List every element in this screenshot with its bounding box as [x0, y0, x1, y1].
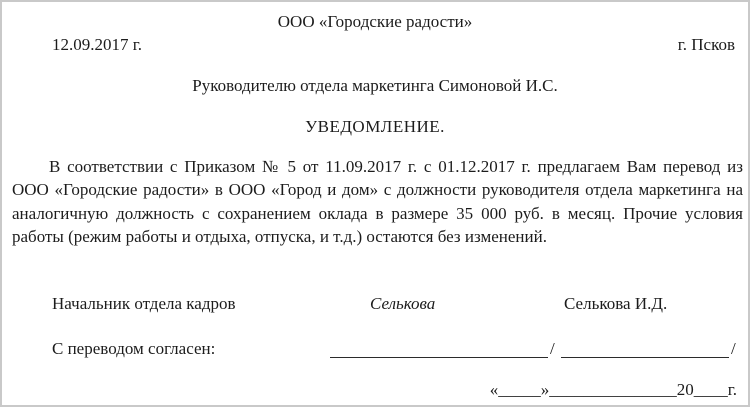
document-city: г. Псков: [677, 35, 735, 54]
agreement-label: С переводом согласен:: [52, 339, 216, 358]
slash-separator: /: [550, 339, 555, 358]
document-date: 12.09.2017 г.: [52, 35, 143, 54]
body-paragraph: В соответствии с Приказом № 5 от 11.09.2017 г. с 01.12.2017 г. предлагаем Вам перевод из ООО «Городские радости» в ООО «Город и дом» с должности руководителя отдела маркетинга на аналогичную должность с сохранением оклада в размере 35 000 руб. в месяц. Прочие условия работы (режим работы и отдыха, отпуска, и т.д.) остаются без изменений.: [12, 157, 743, 247]
agreement-row: [2, 339, 748, 359]
document-title: УВЕДОМЛЕНИЕ.: [305, 117, 445, 136]
slash-separator: /: [731, 339, 736, 358]
addressee-line: Руководителю отдела маркетинга Симоновой И.С.: [192, 76, 558, 95]
date-fill-in-line: «_____»_______________20____г.: [489, 380, 737, 399]
company-name: ООО «Городские радости»: [277, 12, 473, 31]
name-blank-line: [561, 339, 729, 358]
handwritten-signature: Селькова: [370, 294, 436, 313]
signer-role: Начальник отдела кадров: [52, 294, 236, 313]
signer-name: Селькова И.Д.: [564, 294, 668, 313]
signature-row: [2, 294, 748, 314]
signature-blank-line: [330, 339, 548, 358]
date-city-row: [52, 35, 735, 55]
